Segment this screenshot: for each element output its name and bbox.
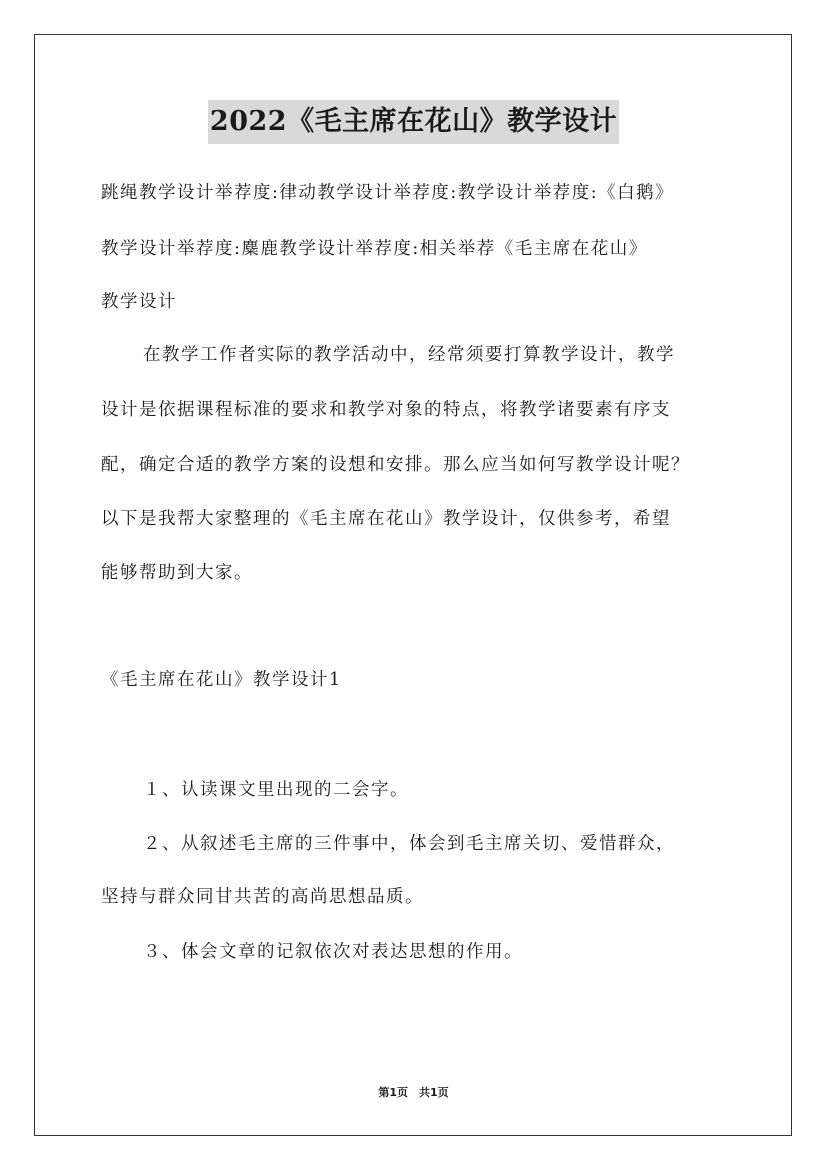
intro-paragraph-line: 能够帮助到大家。 [101,563,253,583]
page-footer: 第1页 共1页 [378,1086,449,1099]
section-heading: 《毛主席在花山》教学设计1 [101,670,342,690]
intro-paragraph-line: 以下是我帮大家整理的《毛主席在花山》教学设计，仅供参考，希望 [101,509,671,529]
intro-paragraph-line: 在教学工作者实际的教学活动中，经常须要打算教学设计，教学 [143,345,675,365]
intro-paragraph-line: 设计是依据课程标准的要求和教学对象的特点，将教学诸要素有序支 [101,400,671,420]
recommend-line: 教学设计举荐度:麋鹿教学设计举荐度:相关举荐《毛主席在花山》 [101,239,648,259]
recommend-line: 跳绳教学设计举荐度:律动教学设计举荐度:教学设计举荐度:《白鹅》 [101,183,675,203]
page-title: 2022《毛主席在花山》教学设计 [208,100,619,144]
goal-line: ３、体会文章的记叙依次对表达思想的作用。 [143,942,523,962]
title-container [0,100,827,144]
goal-line: 坚持与群众同甘共苦的高尚思想品质。 [101,887,424,907]
goal-line: ２、从叙述毛主席的三件事中，体会到毛主席关切、爱惜群众， [143,834,675,854]
recommend-line: 教学设计 [101,292,177,312]
goal-line: １、认读课文里出现的二会字。 [143,780,409,800]
intro-paragraph-line: 配，确定合适的教学方案的设想和安排。那么应当如何写教学设计呢？ [101,455,690,475]
